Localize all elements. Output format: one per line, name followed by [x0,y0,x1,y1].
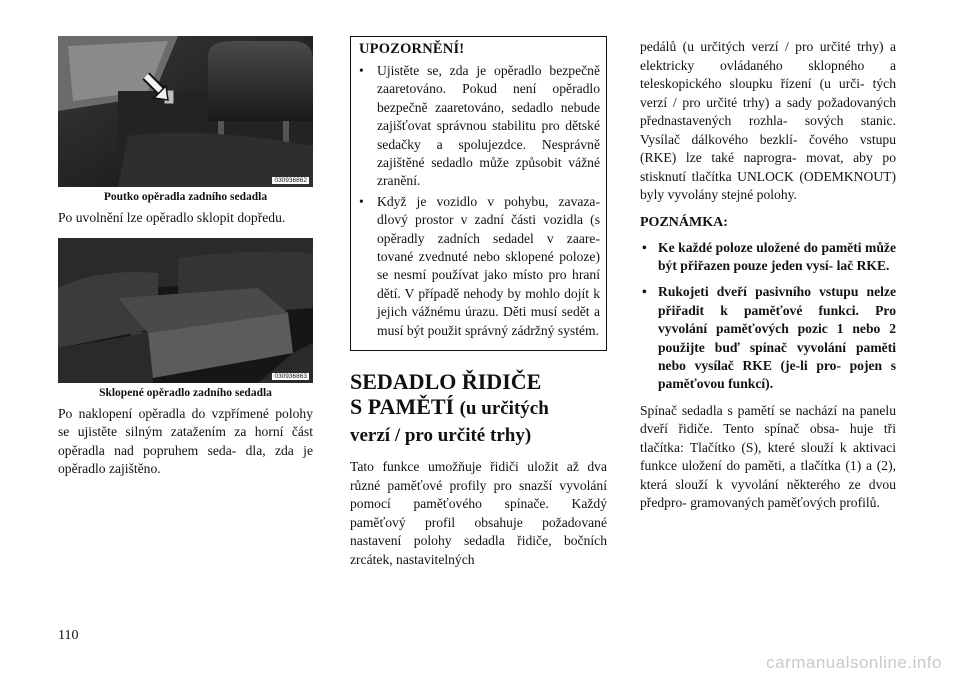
figure-caption: Sklopené opěradlo zadního sedadla [99,386,272,399]
middle-column [350,36,607,579]
left-column [58,36,313,489]
figure-code: 030936863 [274,372,307,380]
figure-seatback-handle [58,36,313,187]
figure-folded-seatback [58,238,313,383]
paragraph: Po uvolnění lze opěradlo sklopit dopředu. [58,210,286,225]
heading-subtitle: verzí / pro určité trhy) [350,425,532,447]
note-item: • Rukojeti dveří pasivního vstupu nelze přiřadit k paměťové funkci. Pro vyvolání paměťových pozic 1 nebo 2 použijte buď spínač vyvolání paměti nebo vysílač RKE (je-li pro- pojen s paměťovou funkcí). [640,283,896,393]
paragraph: Spínač sedadla s pamětí se nachází na panelu dveří řidiče. Tento spínač obsa- huje tři tlačítka: Tlačítko (S), které slouží k aktivaci funkce uložení do paměti, a tlačítka (1) a (2), která slouží k vyvolání některého ze dvou předpro- gramovaných paměťových profilů. [640,402,896,511]
seatback-handle-photo [58,36,313,187]
warning-title: UPOZORNĚNÍ! [359,41,465,57]
warning-list [359,62,600,340]
right-column [640,38,896,523]
heading-line: SEDADLO ŘIDIČE [350,369,542,395]
heading-line: S PAMĚTÍ [350,394,455,420]
heading-subtitle: (u určitých [459,398,549,420]
warning-box [350,36,607,351]
warning-item: • Ujistěte se, zda je opěradlo bezpečně zaaretováno. Pokud není opěradlo bezpečně zaaretováno, sedadlo nebude zajišťovat správnou stabilitu pro dětské sedačky a spolujezdce. Nesprávně zajištěné sedadlo může způsobit vážné zranění. [359,62,600,191]
section-heading [350,369,607,448]
warning-item: • Když je vozidlo v pohybu, zavaza- dlový prostor v zadní části vozidla (s opěradly zadních sedadel v zaare- tované zvednuté nebo sklopené poloze) se nesmí používat jako místo pro hraní dětí. V případě nehody by mohlo dojít k jejich vážnému úrazu. Děti musí sedět a musí být použit správný zádržný systém. [359,193,600,340]
note-item: • Ke každé poloze uložené do paměti může být přiřazen pouze jeden vysí- lač RKE. [640,239,896,276]
watermark: carmanualsonline.info [766,653,942,672]
paragraph: pedálů (u určitých verzí / pro určité trhy) a elektricky ovládaného sklopného a teleskopického sloupku řízení (u urči- tých verzí / pro určité trhy) a sady požadovaných přednastavených rozhla- sových stanic. Vysílač dálkového bezklí- čového vstupu (RKE) lze také naprogra- movat, aby po stisknutí tlačítka UNLOCK (ODEMKNOUT) byly vyvolány stejné polohy. [640,39,896,202]
note-list [640,239,896,394]
paragraph: Po naklopení opěradla do vzpřímené polohy se ujistěte silným zatažením za horní část opěradla nad popruhem seda- dla, zda je opěradlo zajištěno. [58,405,313,476]
page-number: 110 [58,628,79,643]
paragraph: Tato funkce umožňuje řidiči uložit až dva různé paměťové profily pro snazší vyvolání pomocí paměťového spínače. Každý paměťový profil obsahuje požadované nastavení polohy sedadla řidiče, bočních zrcátek, nastavitelných [350,459,607,567]
folded-seatback-photo [58,238,313,383]
figure-caption: Poutko opěradla zadního sedadla [103,191,268,203]
figure-code: 030936862 [274,177,307,184]
note-title: POZNÁMKA: [640,214,728,230]
